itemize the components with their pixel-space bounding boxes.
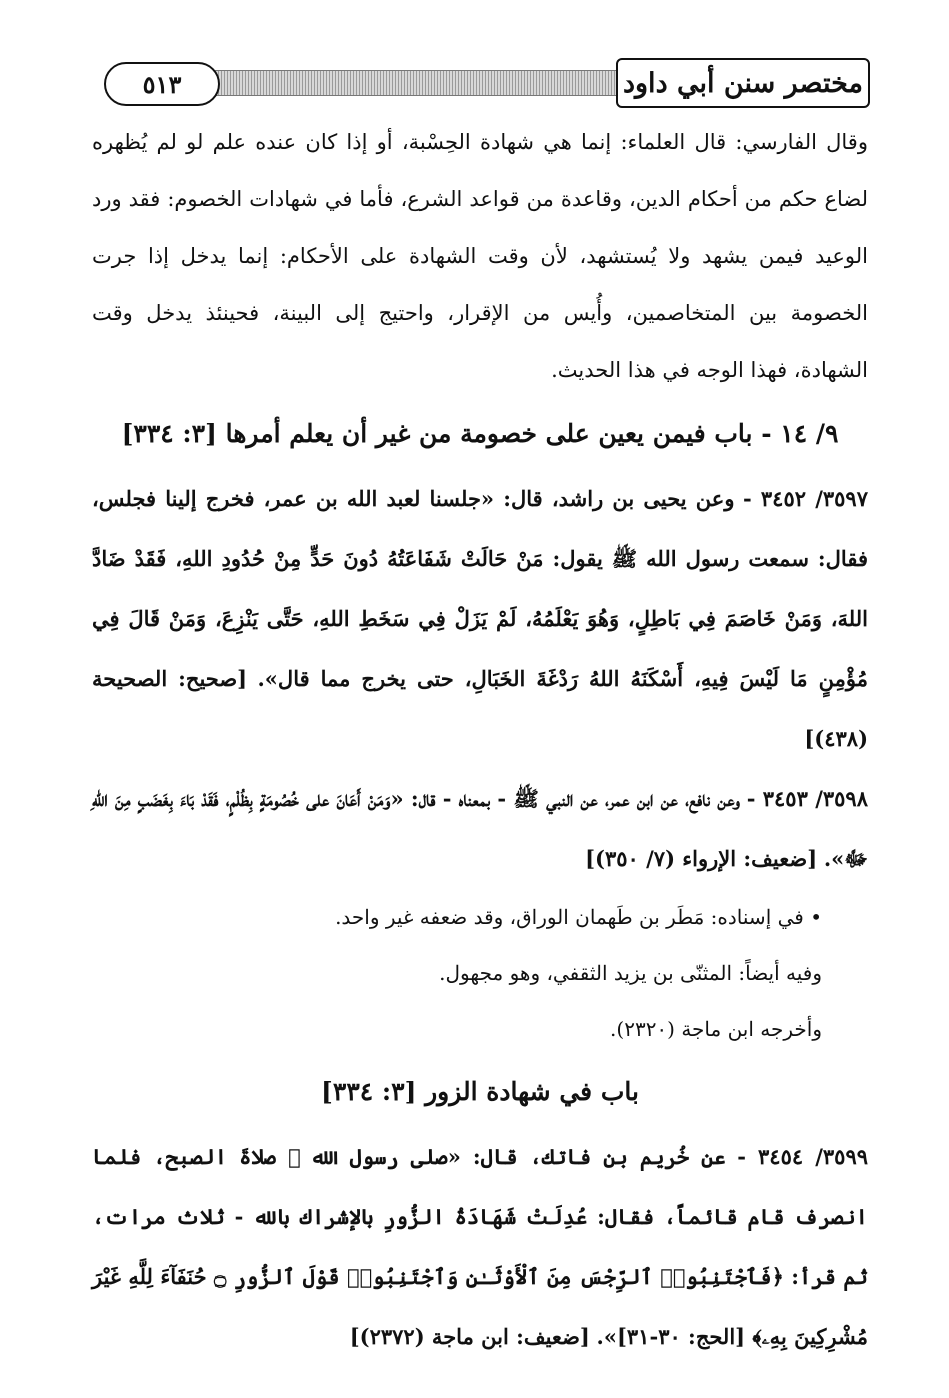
page-number: ٥١٣ [104, 62, 220, 106]
book-title: مختصر سنن أبي داود [616, 58, 870, 108]
hadith-3599 [92, 1127, 868, 1367]
intro-paragraph: وقال الفارسي: قال العلماء: إنما هي شهادة الحِسْبة، أو إذا كان عنده علم لو لم يُظهره لضاع حكم من أحكام الدين، وقاعدة من قواعد الشرع، فأما في شهادات الخصوم: فقد ورد الوعيد فيمن يشهد ولا يُستشهد، لأن وقت الشهادة على الأحكام: إنما يدخل إذا جرت الخصومة بين المتخاصمين، وأُيس من الإقرار، واحتيج إلى البينة، فحينئذ يدخل وقت الشهادة، فهذا الوجه في هذا الحديث. [92, 130, 868, 382]
narrator-note: وفيه أيضاً: المثنّى بن يزيد الثقفي، وهو مجهول. [439, 961, 822, 985]
hadith-3597 [92, 469, 868, 769]
hadith-number: ٣٥٩٧/ ٣٤٥٢ - [743, 486, 868, 511]
hadith-grade: [ضعيف: الإرواء (٧/ ٣٥٠)] [585, 846, 818, 871]
hadith-grade: [ضعيف: ابن ماجة (٢٣٧٢)] [349, 1324, 590, 1349]
page-content [92, 114, 868, 1367]
hadith-number: ٣٥٩٨/ ٣٤٥٣ - [746, 786, 868, 811]
chapter-heading-false-witness: باب في شهادة الزور [٣: ٣٣٤] [321, 1077, 639, 1106]
page-header [90, 58, 870, 108]
chapter-heading: ٩/ ١٤ - باب فيمن يعين على خصومة من غير أن يعلم أمرها [٣: ٣٣٤] [121, 419, 839, 448]
header-decorative-band [170, 70, 620, 96]
hadith-3598 [92, 769, 868, 889]
hadith-number: ٣٥٩٩/ ٣٤٥٤ - [737, 1144, 869, 1169]
isnad-note: • في إسناده: مَطَر بن طَهمان الوراق، وقد ضعفه غير واحد. [335, 905, 822, 929]
hadith-text: عن خُريم بن فاتك، قال: «صلى رسول الله ﷺ صلاةَ الصبح، فلما انصرف قام قائماً، فقال: عُدِلَتْ شَهَادَةُ الزُّورِ بالإشراك بالله - ثلاث مرات، ثم قرأ: ﴿فَٱجْتَنِبُوا۟ ٱلرِّجْسَ مِنَ ٱلْأَوْثَـٰنِ وَٱجْتَنِبُوا۟ قَوْلَ ٱلزُّورِ ۝ حُنَفَآءَ لِلَّهِ غَيْرَ مُشْرِكِينَ بِهِۦ﴾ [الحج: ٣٠-٣١]». [92, 1144, 868, 1349]
takhrij-note: وأخرجه ابن ماجة (٢٣٢٠). [610, 1017, 822, 1041]
hadith-grade: [صحيح: الصحيحة (٤٣٨)] [92, 666, 868, 751]
hadith-text: وعن نافع، عن ابن عمر، عن النبي ﷺ - بمعناه - قال: «وَمَنْ أَعَانَ على خُصُومَةٍ بِظُلْمٍ، فَقَدْ بَاءَ بِغَضَبٍ مِنَ اللهِ ﷻ». [92, 786, 868, 871]
hadith-text: وعن يحيى بن راشد، قال: «جلسنا لعبد الله بن عمر، فخرج إلينا فجلس، فقال: سمعت رسول الله ﷺ يقول: مَنْ حَالَتْ شَفَاعَتُهُ دُونَ حَدٍّ مِنْ حُدُودِ اللهِ، فَقَدْ ضَادَّ اللهَ، وَمَنْ خَاصَمَ فِي بَاطِلٍ، وَهُوَ يَعْلَمُهُ، لَمْ يَزَلْ فِي سَخَطِ اللهِ، حَتَّى يَنْزِعَ، وَمَنْ قَالَ فِي مُؤْمِنٍ مَا لَيْسَ فِيهِ، أَسْكَنَهُ اللهُ رَدْغَةَ الخَبَالِ، حتى يخرج مما قال». [92, 486, 868, 691]
